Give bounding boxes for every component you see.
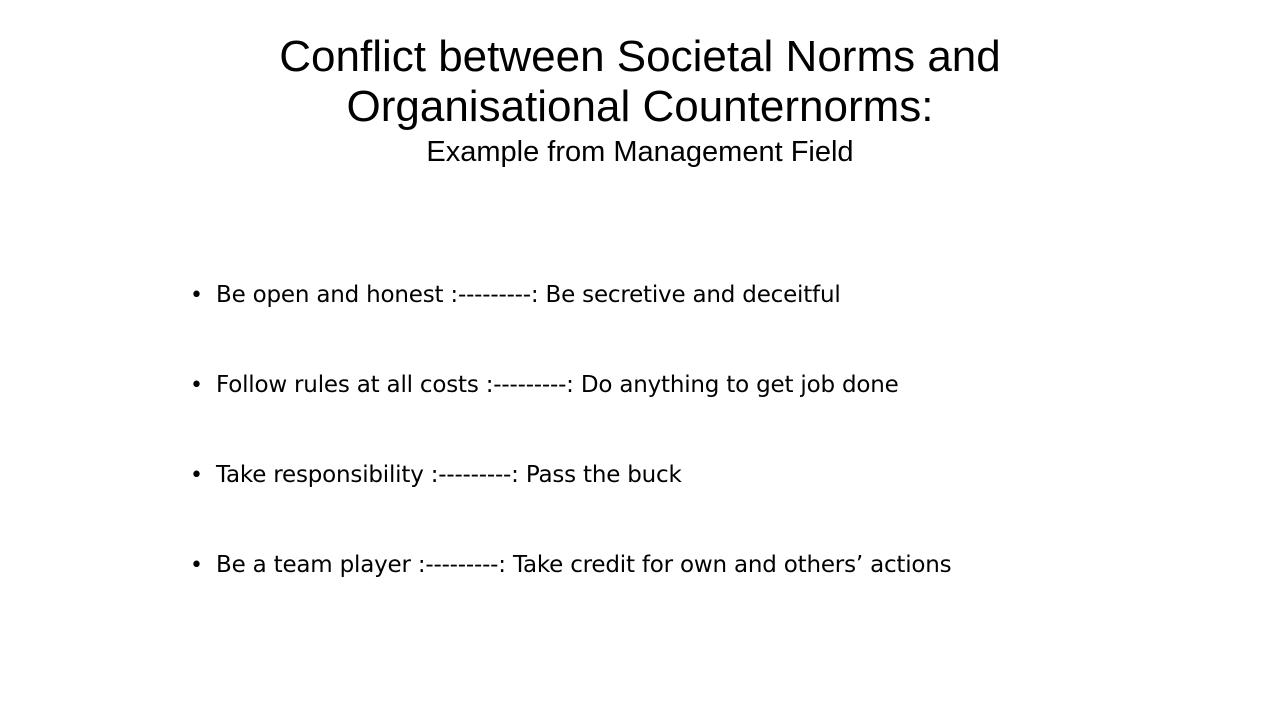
bullet-text: Be open and honest :---------: Be secretive and deceitful: [216, 282, 841, 308]
title-line-1: Conflict between Societal Norms and: [279, 32, 1001, 81]
title-block: [40, 32, 1240, 170]
bullet-icon: •: [190, 553, 203, 578]
bullet-text: Take responsibility :---------: Pass the buck: [216, 462, 682, 488]
bullet-icon: •: [190, 283, 203, 308]
bullet-item: [190, 282, 1190, 372]
bullet-item: [190, 552, 1190, 642]
bullet-icon: •: [190, 373, 203, 398]
bullet-item: [190, 372, 1190, 462]
bullet-icon: •: [190, 463, 203, 488]
bullet-list: [190, 282, 1190, 642]
bullet-item: [190, 462, 1190, 552]
subtitle: Example from Management Field: [426, 136, 854, 168]
title-line-2: Organisational Counternorms:: [346, 82, 934, 131]
bullet-text: Follow rules at all costs :---------: Do anything to get job done: [216, 372, 899, 398]
bullet-text: Be a team player :---------: Take credit for own and others’ actions: [216, 552, 952, 578]
